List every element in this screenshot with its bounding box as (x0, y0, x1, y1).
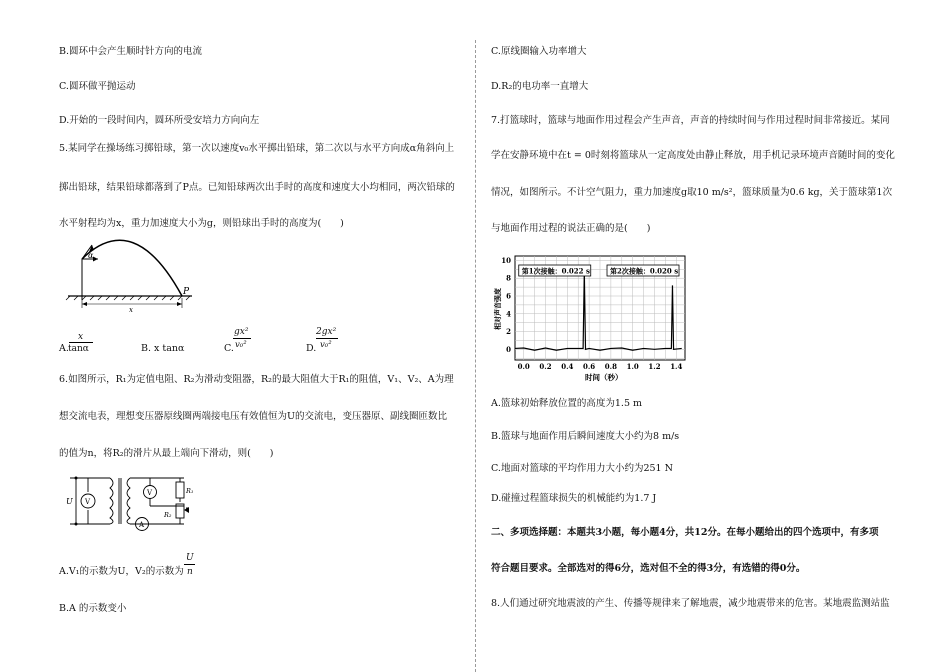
q7-option-a-text: A.篮球初始释放位置的高度为1.5 m (491, 398, 643, 409)
y-tick-label: 0 (506, 344, 511, 354)
x-tick-label: 0.4 (561, 362, 574, 371)
resistor-r2-label: R₂ (164, 511, 172, 519)
q7-option-b-text: B.篮球与地面作用后瞬间速度大小约为8 m/s (491, 431, 680, 442)
option-c-denominator: v₀² (235, 340, 247, 350)
chart-x-axis-label: 时间（秒） (585, 373, 623, 382)
section-heading-line1: 二、多项选择题：本题共3小题，每小题4分，共12分。在每小题给出的四个选项中，有多项 (491, 527, 879, 538)
q6-option-a-numerator: U (186, 553, 194, 563)
x-tick-label: 1.0 (626, 362, 639, 371)
x-tick-label: 0.8 (604, 362, 617, 371)
q6-option-a-denominator: n (187, 567, 193, 577)
section-heading-line2: 符合题目要求。全部选对的得6分，选对但不全的得3分，有选错的得0分。 (491, 563, 806, 574)
voltmeter-v1-label: V (85, 498, 91, 506)
question-7-line3: 情况，如图所示。不计空气阻力，重力加速度g取10 m/s²，篮球质量为0.6 kg，关于篮球第1次 (491, 187, 893, 198)
q6-option-d-text: D.R₂的电功率一直增大 (491, 81, 589, 92)
x-tick-label: 0.0 (517, 362, 530, 371)
option-d-numerator: 2gx² (316, 327, 337, 337)
transformer-circuit-figure (62, 470, 202, 536)
option-d-denominator: v₀² (320, 340, 332, 350)
option-b-expression: B. x tanα (141, 343, 185, 354)
sound-intensity-chart (490, 250, 710, 386)
question-5-line2: 掷出铅球，结果铅球都落到了P点。已知铅球两次出手时的高度和速度大小均相同，两次铅球的 (59, 182, 455, 193)
q6-option-b-text: B.A 的示数变小 (59, 603, 127, 614)
shot-put-figure (62, 236, 212, 316)
question-5-line3: 水平射程均为x，重力加速度大小为g，则铅球出手时的高度为( ) (59, 218, 344, 229)
chart-y-axis-label: 相对声音强度 (493, 288, 502, 330)
annotation-label: 第1次接触：0.022 s (521, 266, 590, 276)
x-tick-label: 0.2 (539, 362, 552, 371)
question-5-line1: 5.某同学在操场练习掷铅球，第一次以速度v₀水平掷出铅球，第二次以与水平方向成α角斜向上 (59, 143, 455, 154)
y-tick-label: 10 (501, 255, 511, 265)
y-tick-label: 2 (506, 327, 511, 337)
option-a-numerator: x (78, 332, 84, 342)
q7-option-d-text: D.碰撞过程篮球损失的机械能约为1.7 J (491, 493, 657, 504)
x-tick-label: 1.2 (648, 362, 661, 371)
question-7-line2: 学在安静环境中在t = 0时刻将篮球从一定高度处由静止释放，用手机记录环境声音随时间的变化 (491, 150, 895, 161)
option-c-numerator: gx² (234, 327, 249, 337)
annotation-label: 第2次接触：0.020 s (610, 266, 679, 276)
option-c-label: C. (224, 343, 234, 354)
y-tick-label: 6 (506, 291, 511, 301)
question-7-line4: 与地面作用过程的说法正确的是( ) (491, 223, 651, 234)
option-c-text: C.圆环做平抛运动 (59, 81, 136, 92)
option-d-label: D. (306, 343, 317, 354)
alpha-label: α (88, 251, 94, 260)
question-6-line1: 6.如图所示，R₁为定值电阻、R₂为滑动变阻器，R₂的最大阻值大于R₁的阻值，V₁、V₂、A为理 (59, 374, 454, 385)
q6-option-c-text: C.原线圈输入功率增大 (491, 46, 587, 57)
column-divider (475, 40, 476, 672)
option-a-denominator: tanα (68, 344, 89, 354)
y-tick-label: 8 (506, 273, 511, 283)
point-p-label: P (183, 287, 190, 297)
ammeter-a-label: A (139, 521, 145, 529)
x-tick-label: 0.6 (583, 362, 596, 371)
voltmeter-v2-label: V (147, 489, 153, 497)
option-d-text: D.开始的一段时间内，圆环所受安培力方向向左 (59, 115, 260, 126)
question-8-line1: 8.人们通过研究地震波的产生、传播等规律来了解地震，减少地震带来的危害。某地震监测站监 (491, 598, 890, 609)
option-a-label: A. (59, 343, 69, 354)
source-u-label: U (66, 497, 73, 506)
resistor-r1-label: R₁ (186, 487, 194, 495)
y-tick-label: 4 (506, 309, 511, 319)
q6-option-a-fraction-bar (184, 564, 195, 565)
range-x-label: x (129, 306, 133, 314)
question-6-line2: 想交流电表，理想变压器原线圈两端接电压有效值恒为U的交流电，变压器原、副线圈匝数比 (59, 411, 448, 422)
x-tick-label: 1.4 (670, 362, 683, 371)
question-6-line3: 的值为n，将R₂的滑片从最上端向下滑动，则( ) (59, 448, 274, 459)
question-7-line1: 7.打篮球时，篮球与地面作用过程会产生声音，声音的持续时间与作用过程时间非常接近。某同 (491, 115, 890, 126)
option-b-text: B.圆环中会产生顺时针方向的电流 (59, 46, 203, 57)
q6-option-a-text: A.V₁的示数为U，V₂的示数为 (59, 566, 184, 577)
q7-option-c-text: C.地面对篮球的平均作用力大小约为251 N (491, 463, 673, 474)
